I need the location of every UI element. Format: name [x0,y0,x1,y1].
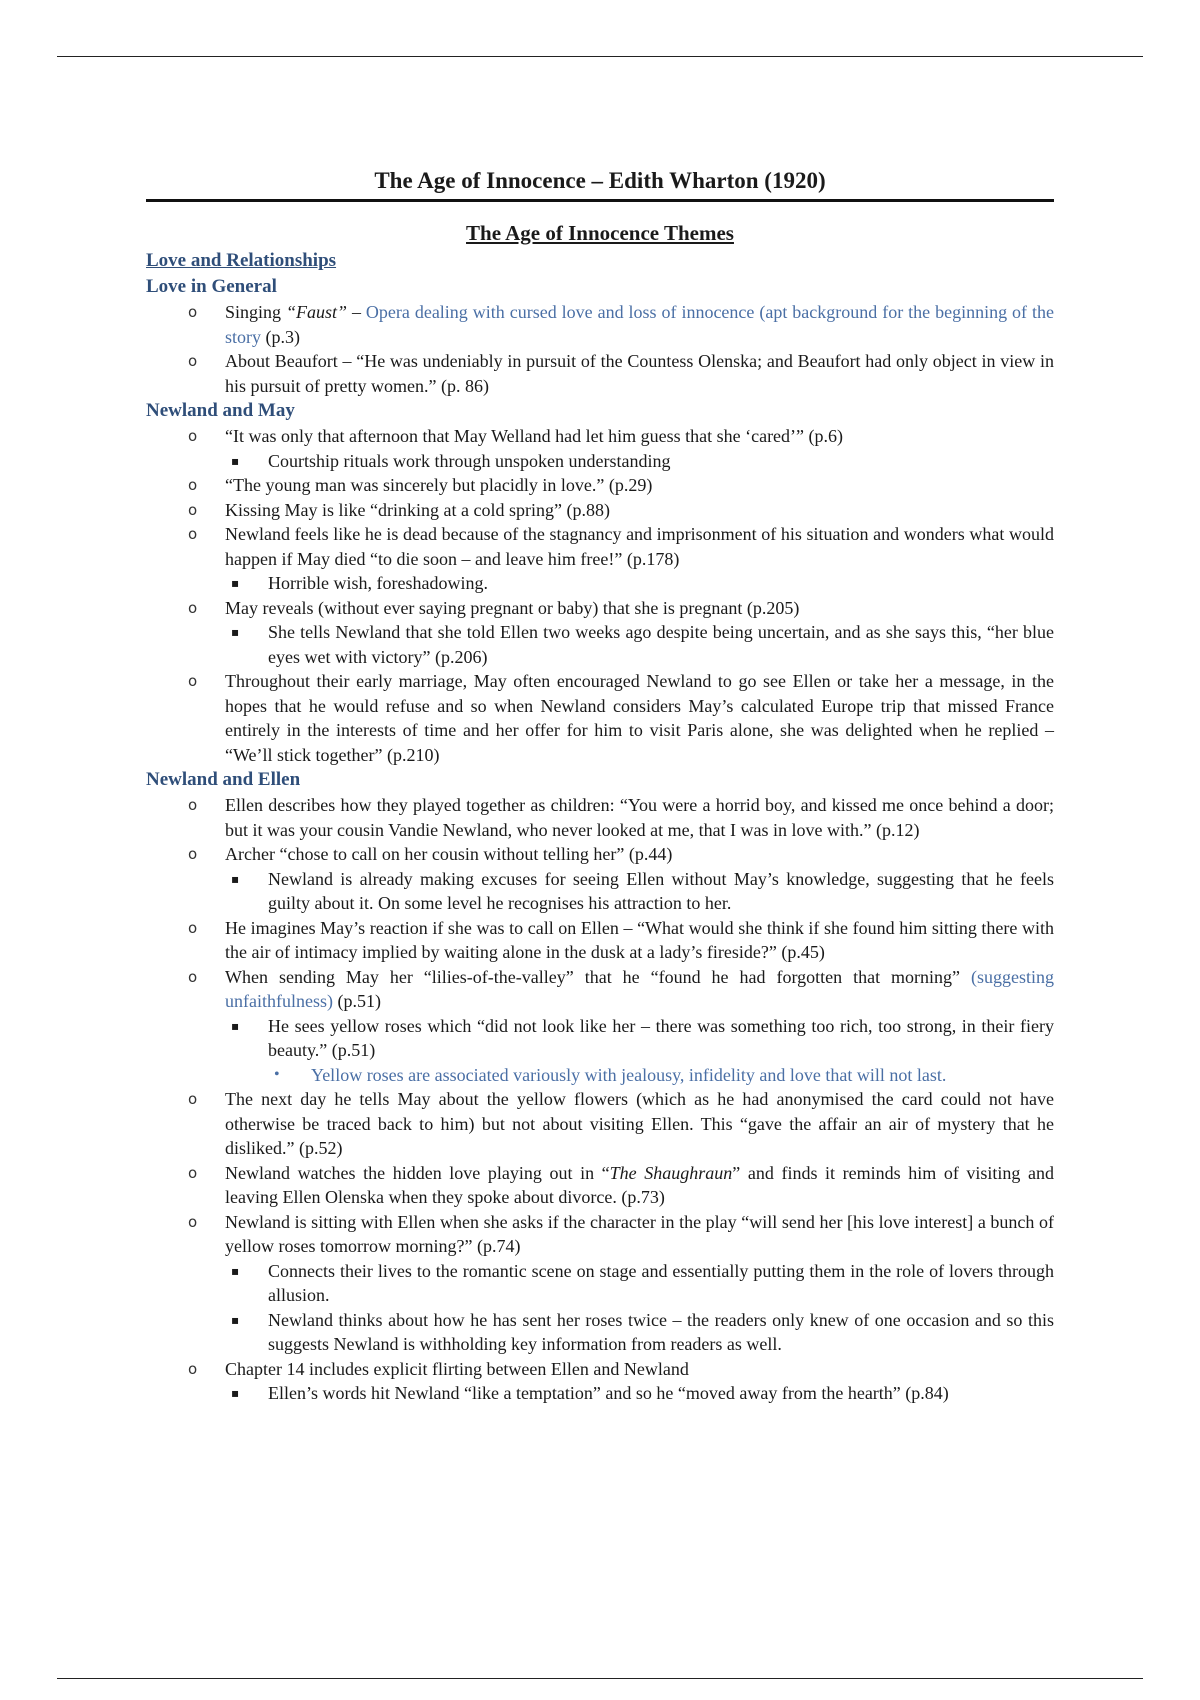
square-bullet-icon: ▪ [231,625,240,639]
circle-bullet-icon: o [188,598,198,617]
section-heading-love-relationships: Love and Relationships [146,250,337,271]
bottom-rule [57,1678,1143,1679]
circle-bullet-icon: o [188,1359,198,1378]
list-item: o Archer “chose to call on her cousin without telling her” (p.44) ▪ Newland is already making excuses for seeing Ellen without May’s knowledge, suggesting that he feels guilty about it. On some level he recognises his attraction to her. [146,842,1054,916]
list-item: o May reveals (without ever saying pregnant or baby) that she is pregnant (p.205) ▪ She tells Newland that she told Ellen two weeks ago despite being uncertain, and as she says this, “her blue eyes wet with victory” (p.206) [146,596,1054,670]
newland-may-list [146,424,1054,767]
list-item: o Newland watches the hidden love playing out in “The Shaughraun” and finds it reminds him of visiting and leaving Ellen Olenska when they spoke about divorce. (p.73) [188,1162,1055,1207]
square-bullet-icon: ▪ [231,1312,240,1327]
circle-bullet-icon: o [188,796,198,814]
square-bullet-icon: ▪ [231,1386,240,1400]
circle-bullet-icon: o [188,918,198,937]
subheading-newland-and-ellen: Newland and Ellen [146,769,301,790]
sub-sub-list-item: • Yellow roses are associated variously with jealousy, infidelity and love that will not last. [268,1063,1054,1088]
square-bullet-icon: ▪ [231,453,240,468]
circle-bullet-icon: o [188,1090,198,1108]
circle-bullet-icon: o [188,1212,198,1231]
document-page [146,166,1054,1406]
circle-bullet-icon: o [188,672,198,690]
sub-list-item: ▪ Horrible wish, foreshadowing. [225,571,1054,596]
list-item: o Newland is sitting with Ellen when she asks if the character in the play “will send her [his love interest] a bunch of yellow roses tomorrow morning?” (p.74) ▪ Connects their lives to the romantic scene on stage and essentially putting them in the role of lovers through allusion. ▪ Newland thinks about how he has sent her roses twice – the readers only knew of one occasion and so this suggests Newland is withholding key information from readers as well. [146,1210,1054,1357]
love-in-general-list [146,300,1054,398]
list-item: o Kissing May is like “drinking at a cold spring” (p.88) [146,498,1054,523]
themes-title-text: The Age of Innocence Themes [466,221,734,245]
sub-list-item: ▪ Newland thinks about how he has sent her roses twice – the readers only knew of one occasion and so this suggests Newland is withholding key information from readers as well. [231,1309,1054,1354]
list-item: o He imagines May’s reaction if she was to call on Ellen – “What would she think if she found him sitting there with the air of intimacy implied by waiting alone in the dusk at a lady’s fireside?” (p.45) [188,917,1054,962]
square-bullet-icon: ▪ [231,1263,240,1278]
circle-bullet-icon: o [188,427,198,445]
document-title: The Age of Innocence – Edith Wharton (1920) [146,166,1054,202]
sub-list-item: ▪ He sees yellow roses which “did not look like her – there was something too rich, too strong, in their fiery beauty.” (p.51) • Yellow roses are associated variously with jealousy, infidelity and love that will not last. [225,1014,1054,1088]
circle-bullet-icon: o [188,1163,198,1182]
list-item: o Newland feels like he is dead because of the stagnancy and imprisonment of his situation and wonders what would happen if May died “to die soon – and leave him free!” (p.178) ▪ Horrible wish, foreshadowing. [146,522,1054,596]
list-item: o When sending May her “lilies-of-the-valley” that he “found he had forgotten that morning” (suggesting unfaithfulness) (p.51) ▪ He sees yellow roses which “did not look like her – there was something too rich, too strong, in their fiery beauty.” (p.51) • Yellow roses are associated variously with jealousy, infidelity and love that will not last. [146,965,1054,1088]
list-item: o Singing “Faust” – Opera dealing with cursed love and loss of innocence (apt background for the beginning of the story (p.3) [188,302,1054,347]
sub-list-item: ▪ Ellen’s words hit Newland “like a temptation” and so he “moved away from the hearth” (p.84) [225,1381,1054,1406]
list-item: o “The young man was sincerely but placidly in love.” (p.29) [146,473,1054,498]
list-item: o “It was only that afternoon that May Welland had let him guess that she ‘cared’” (p.6) ▪ Courtship rituals work through unspoken understanding [146,424,1054,473]
circle-bullet-icon: o [188,500,198,519]
square-bullet-icon: ▪ [231,576,240,590]
sub-list-item: ▪ Connects their lives to the romantic scene on stage and essentially putting them in the role of lovers through allusion. [231,1260,1054,1305]
list-item: o Throughout their early marriage, May often encouraged Newland to go see Ellen or take her a message, in the hopes that he would refuse and so when Newland considers May’s calculated Europe trip that missed France entirely in the interests of time and her offer for him to visit Paris alone, she was delighted when he replied – “We’ll stick together” (p.210) [188,671,1054,765]
sub-list-item: ▪ She tells Newland that she told Ellen two weeks ago despite being uncertain, and as she says this, “her blue eyes wet with victory” (p.206) [231,622,1054,667]
square-bullet-icon: ▪ [231,1018,240,1033]
sub-list-item: ▪ Newland is already making excuses for seeing Ellen without May’s knowledge, suggesting that he feels guilty about it. On some level he recognises his attraction to her. [231,868,1054,913]
circle-bullet-icon: o [188,303,198,321]
circle-bullet-icon: o [188,845,198,863]
themes-title [146,220,1054,246]
circle-bullet-icon: o [188,476,198,494]
top-rule [57,56,1143,57]
circle-bullet-icon: o [188,352,198,370]
sub-list-item: ▪ Courtship rituals work through unspoken understanding [225,449,1054,474]
list-item: o About Beaufort – “He was undeniably in pursuit of the Countess Olenska; and Beaufort had only object in view in his pursuit of pretty women.” (p. 86) [188,351,1054,396]
circle-bullet-icon: o [188,967,198,986]
newland-ellen-list [146,793,1054,1406]
subheading-newland-and-may: Newland and May [146,400,295,421]
square-bullet-icon: ▪ [231,871,240,886]
dot-bullet-icon: • [274,1065,280,1083]
list-item: o Ellen describes how they played together as children: “You were a horrid boy, and kissed me once behind a door; but it was your cousin Vandie Newland, who never looked at me, that I was in love with.” (p.12) [188,795,1054,840]
list-item: o Chapter 14 includes explicit flirting between Ellen and Newland ▪ Ellen’s words hit Newland “like a temptation” and so he “moved away from the hearth” (p.84) [146,1357,1054,1406]
subheading-love-in-general: Love in General [146,276,277,297]
circle-bullet-icon: o [188,525,198,543]
list-item: o The next day he tells May about the yellow flowers (which as he had anonymised the card could not have otherwise be traced back to him) but not about visiting Ellen. This “gave the affair an air of mystery that he disliked.” (p.52) [188,1089,1054,1158]
